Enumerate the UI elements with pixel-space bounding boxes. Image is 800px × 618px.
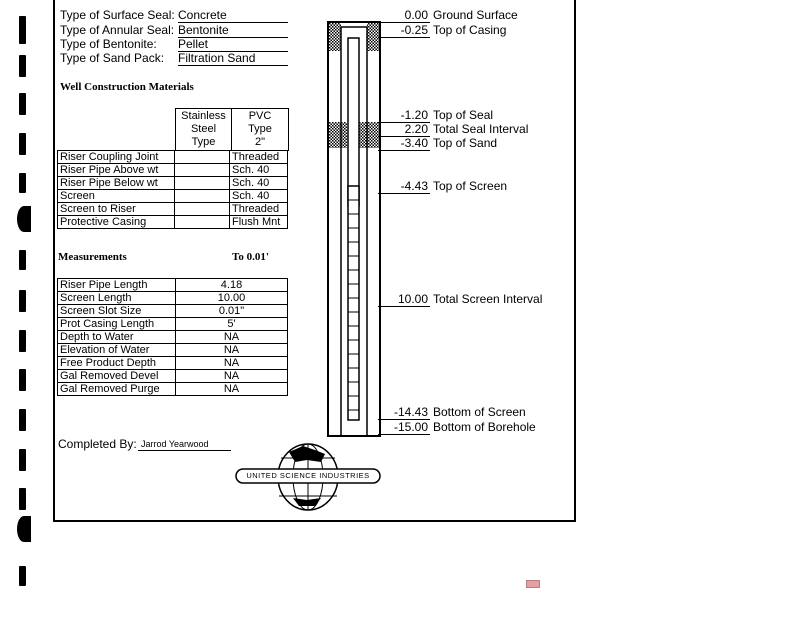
table-row (58, 151, 288, 164)
material-steel (175, 190, 230, 203)
table-row (58, 279, 288, 292)
measurement-label: Prot Casing Length (58, 318, 176, 331)
material-pvc: Sch. 40 (230, 177, 288, 190)
material-label: Screen (58, 190, 175, 203)
material-steel (175, 203, 230, 216)
measurement-value: 5' (176, 318, 288, 331)
table-row (58, 164, 288, 177)
steel-header-line: Type (191, 136, 216, 148)
measurement-label: Screen Slot Size (58, 305, 176, 318)
material-pvc: Sch. 40 (230, 190, 288, 203)
logo-text: UNITED SCIENCE INDUSTRIES (246, 471, 370, 480)
table-row (58, 331, 288, 344)
depth-value: -14.43 (378, 405, 430, 420)
table-row (58, 305, 288, 318)
binder-hole (19, 16, 26, 44)
surface-seal-value: Concrete (178, 8, 288, 23)
depth-label: Top of Screen (433, 179, 508, 193)
measurements-heading: Measurements (58, 251, 127, 263)
measurement-value: NA (176, 331, 288, 344)
table-row (58, 203, 288, 216)
measurement-value: NA (176, 370, 288, 383)
steel-header-line: Steel (190, 123, 217, 135)
materials-table (57, 150, 288, 229)
material-label: Riser Pipe Below wt (58, 177, 175, 190)
binder-hole (19, 330, 26, 352)
well-schematic (326, 20, 382, 438)
depth-value: 0.00 (378, 8, 430, 23)
material-steel (175, 164, 230, 177)
table-row (58, 318, 288, 331)
bentonite-label: Type of Bentonite: (60, 37, 157, 51)
sand-pack-label: Type of Sand Pack: (60, 51, 165, 65)
table-row (58, 344, 288, 357)
binder-hole (19, 93, 26, 115)
measurement-label: Depth to Water (58, 331, 176, 344)
depth-label: Bottom of Screen (433, 405, 526, 419)
annular-seal-label: Type of Annular Seal: (60, 23, 175, 37)
materials-heading: Well Construction Materials (60, 81, 194, 93)
scan-mark (526, 580, 540, 588)
annular-seal-value: Bentonite (178, 23, 288, 38)
material-label: Riser Coupling Joint (58, 151, 175, 164)
depth-value: -3.40 (378, 136, 430, 151)
table-row (58, 177, 288, 190)
binder-hole (19, 409, 26, 431)
depth-label: Total Screen Interval (433, 292, 543, 306)
table-row (58, 292, 288, 305)
material-label: Protective Casing (58, 216, 175, 229)
material-steel (175, 177, 230, 190)
depth-value: -1.20 (378, 108, 430, 123)
depth-label: Top of Sand (433, 136, 498, 150)
measurement-label: Elevation of Water (58, 344, 176, 357)
depth-label: Total Seal Interval (433, 122, 529, 136)
depth-label: Bottom of Borehole (433, 420, 536, 434)
measurement-label: Riser Pipe Length (58, 279, 176, 292)
measurement-label: Free Product Depth (58, 357, 176, 370)
binder-hole (19, 566, 26, 586)
binder-hole (19, 488, 26, 510)
material-pvc: Threaded (230, 151, 288, 164)
depth-value: -4.43 (378, 179, 430, 194)
company-logo (233, 440, 383, 515)
depth-value: 10.00 (378, 292, 430, 307)
steel-header-line: Stainless (181, 110, 226, 122)
bentonite-value: Pellet (178, 37, 288, 52)
material-label: Screen to Riser (58, 203, 175, 216)
pvc-header-line: PVC (248, 110, 272, 122)
depth-value: -0.25 (378, 23, 430, 38)
binder-hole (19, 369, 26, 391)
measurement-value: NA (176, 383, 288, 396)
depth-label: Ground Surface (433, 8, 518, 22)
material-pvc: Flush Mnt (230, 216, 288, 229)
table-row (58, 383, 288, 396)
measurement-label: Gal Removed Devel (58, 370, 176, 383)
measurement-label: Screen Length (58, 292, 176, 305)
depth-label: Top of Casing (433, 23, 507, 37)
table-row (58, 357, 288, 370)
binder-hole (19, 55, 26, 77)
measurement-value: NA (176, 357, 288, 370)
table-row (58, 370, 288, 383)
material-pvc: Threaded (230, 203, 288, 216)
table-row (58, 216, 288, 229)
pvc-header-line: 2" (254, 136, 266, 148)
surface-seal-label: Type of Surface Seal: (60, 8, 175, 22)
binder-hole (19, 290, 26, 312)
binder-hole (19, 250, 26, 270)
measurement-value: NA (176, 344, 288, 357)
measurement-label: Gal Removed Purge (58, 383, 176, 396)
binder-hole (19, 173, 26, 193)
completed-by-label: Completed By: (58, 437, 137, 451)
depth-value: 2.20 (378, 122, 430, 137)
binder-hole (19, 449, 26, 471)
table-row (58, 190, 288, 203)
binder-hole (17, 206, 31, 232)
depth-label: Top of Seal (433, 108, 494, 122)
measurements-precision: To 0.01' (232, 251, 269, 263)
completed-by-name: Jarrod Yearwood (138, 438, 231, 451)
measurement-value: 10.00 (176, 292, 288, 305)
binder-hole (17, 516, 31, 542)
material-steel (175, 216, 230, 229)
binder-hole (19, 133, 26, 155)
measurements-table (57, 278, 288, 396)
depth-value: -15.00 (378, 420, 430, 435)
material-pvc: Sch. 40 (230, 164, 288, 177)
measurement-value: 0.01" (176, 305, 288, 318)
material-steel (175, 151, 230, 164)
material-label: Riser Pipe Above wt (58, 164, 175, 177)
sand-pack-value: Filtration Sand (178, 51, 288, 66)
pvc-header-line: Type (248, 123, 272, 135)
measurement-value: 4.18 (176, 279, 288, 292)
materials-header (175, 108, 289, 151)
